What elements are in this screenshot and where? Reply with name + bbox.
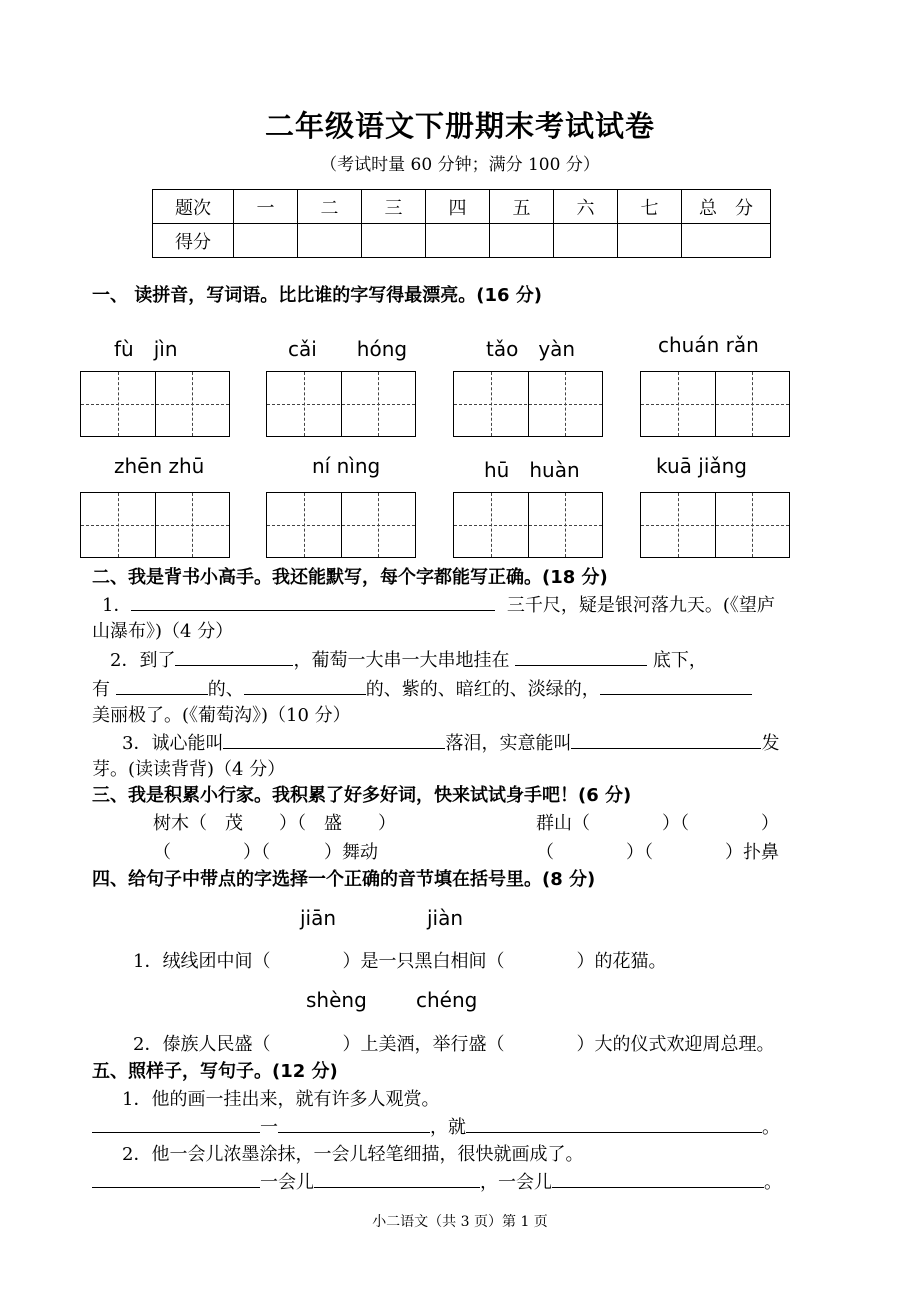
score-input-cell[interactable] <box>618 224 682 258</box>
answer-blank[interactable] <box>571 730 761 749</box>
table-cell: 四 <box>426 190 490 224</box>
word-fill-item[interactable]: （ ）（ ）舞动 <box>153 842 378 863</box>
answer-blank[interactable] <box>175 647 293 666</box>
score-input-cell[interactable] <box>426 224 490 258</box>
score-input-cell[interactable] <box>362 224 426 258</box>
pinyin-label: cǎi hóng <box>288 337 408 361</box>
example-sentence: 2．他一会儿浓墨涂抹，一会儿轻笔细描，很快就画成了。 <box>122 1144 584 1165</box>
pinyin-option: shèng <box>306 988 367 1012</box>
pinyin-label: zhēn zhū <box>114 454 205 478</box>
pinyin-option: jiān <box>300 906 337 930</box>
question-text: 山瀑布》)（4 分） <box>92 621 234 642</box>
question-line <box>110 646 707 672</box>
score-table <box>152 189 771 258</box>
question-text: 三千尺，疑是银河落九天。(《望庐 <box>506 595 775 616</box>
writing-grid[interactable] <box>266 371 416 437</box>
question-line <box>92 675 752 701</box>
pinyin-option: jiàn <box>427 906 464 930</box>
pinyin-label: fù jìn <box>114 337 178 361</box>
question-line <box>92 1168 782 1194</box>
table-cell: 总 分 <box>682 190 771 224</box>
question-text: 底下， <box>652 650 707 671</box>
question-text: 3．诚心能叫 <box>122 733 224 754</box>
writing-grid[interactable] <box>453 371 603 437</box>
table-cell: 题次 <box>153 190 234 224</box>
question-text: ，葡萄一大串一大串地挂在 <box>293 650 510 671</box>
writing-grid[interactable] <box>453 492 603 558</box>
pinyin-option: chéng <box>416 988 478 1012</box>
question-text: 的、 <box>207 679 244 700</box>
question-text[interactable]: 1．绒线团中间（ ）是一只黑白相间（ ）的花猫。 <box>133 951 667 972</box>
pinyin-label: kuā jiǎng <box>656 454 747 478</box>
answer-blank[interactable] <box>92 1114 260 1133</box>
question-text: 发 <box>761 733 780 754</box>
answer-blank[interactable] <box>92 1169 260 1188</box>
question-text: 有 <box>92 679 110 700</box>
section4-heading: 四、给句子中带点的字选择一个正确的音节填在括号里。(8 分) <box>92 869 596 890</box>
question-text: ，一会儿 <box>480 1172 552 1193</box>
answer-blank[interactable] <box>223 730 445 749</box>
question-line <box>122 729 779 755</box>
question-text: 美丽极了。(《葡萄沟》)（10 分） <box>92 705 351 726</box>
writing-grid[interactable] <box>80 492 230 558</box>
answer-blank[interactable] <box>244 676 366 695</box>
score-input-cell[interactable] <box>554 224 618 258</box>
table-cell: 六 <box>554 190 618 224</box>
question-text: 2．到了 <box>110 650 176 671</box>
score-input-cell[interactable] <box>298 224 362 258</box>
exam-info: （考试时量 60 分钟；满分 100 分） <box>320 155 600 175</box>
question-text[interactable]: 2．傣族人民盛（ ）上美酒，举行盛（ ）大的仪式欢迎周总理。 <box>133 1034 775 1055</box>
writing-grid[interactable] <box>640 371 790 437</box>
pinyin-label: tǎo yàn <box>486 337 576 361</box>
answer-blank[interactable] <box>600 676 752 695</box>
answer-blank[interactable] <box>116 676 208 695</box>
question-text: 。 <box>762 1117 780 1138</box>
word-fill-item[interactable]: （ ）（ ）扑鼻 <box>536 842 779 863</box>
writing-grid[interactable] <box>640 492 790 558</box>
score-input-cell[interactable] <box>234 224 298 258</box>
question-line <box>92 1113 780 1139</box>
pinyin-label: chuán rǎn <box>658 333 759 357</box>
answer-blank[interactable] <box>131 592 495 611</box>
table-cell: 一 <box>234 190 298 224</box>
writing-grid[interactable] <box>266 492 416 558</box>
question-line <box>102 591 775 617</box>
question-number: 1． <box>102 595 132 616</box>
section2-heading: 二、我是背书小高手。我还能默写，每个字都能写正确。(18 分) <box>92 567 608 588</box>
question-text: 一 <box>260 1117 278 1138</box>
question-text: 。 <box>764 1172 782 1193</box>
score-table-header-row <box>153 190 771 224</box>
example-sentence: 1．他的画一挂出来，就有许多人观赏。 <box>122 1089 440 1110</box>
answer-blank[interactable] <box>314 1169 480 1188</box>
word-fill-item[interactable]: 树木（ 茂 ）（ 盛 ） <box>153 813 396 834</box>
answer-blank[interactable] <box>515 647 647 666</box>
score-input-cell[interactable] <box>490 224 554 258</box>
pinyin-label: ní nìng <box>312 454 381 478</box>
writing-grid[interactable] <box>80 371 230 437</box>
page-title: 二年级语文下册期末考试试卷 <box>264 109 655 143</box>
section5-heading: 五、照样子，写句子。(12 分) <box>92 1061 338 1082</box>
answer-blank[interactable] <box>466 1114 762 1133</box>
word-fill-item[interactable]: 群山（ ）（ ） <box>536 813 779 834</box>
score-table-score-row <box>153 224 771 258</box>
table-cell: 二 <box>298 190 362 224</box>
page-footer: 小二语文（共 3 页）第 1 页 <box>372 1214 548 1230</box>
question-text: 一会儿 <box>260 1172 314 1193</box>
pinyin-label: hū huàn <box>484 458 580 482</box>
question-text: 的、紫的、暗红的、淡绿的， <box>365 679 600 700</box>
question-text: ，就 <box>430 1117 466 1138</box>
answer-blank[interactable] <box>278 1114 430 1133</box>
table-cell: 得分 <box>153 224 234 258</box>
answer-blank[interactable] <box>552 1169 764 1188</box>
table-cell: 三 <box>362 190 426 224</box>
table-cell: 五 <box>490 190 554 224</box>
question-text: 芽。(读读背背)（4 分） <box>92 759 286 780</box>
table-cell: 七 <box>618 190 682 224</box>
section3-heading: 三、我是积累小行家。我积累了好多好词，快来试试身手吧！(6 分) <box>92 785 632 806</box>
section1-heading: 一、 读拼音，写词语。比比谁的字写得最漂亮。(16 分) <box>92 285 543 306</box>
score-input-cell[interactable] <box>682 224 771 258</box>
question-text: 落泪，实意能叫 <box>445 733 572 754</box>
